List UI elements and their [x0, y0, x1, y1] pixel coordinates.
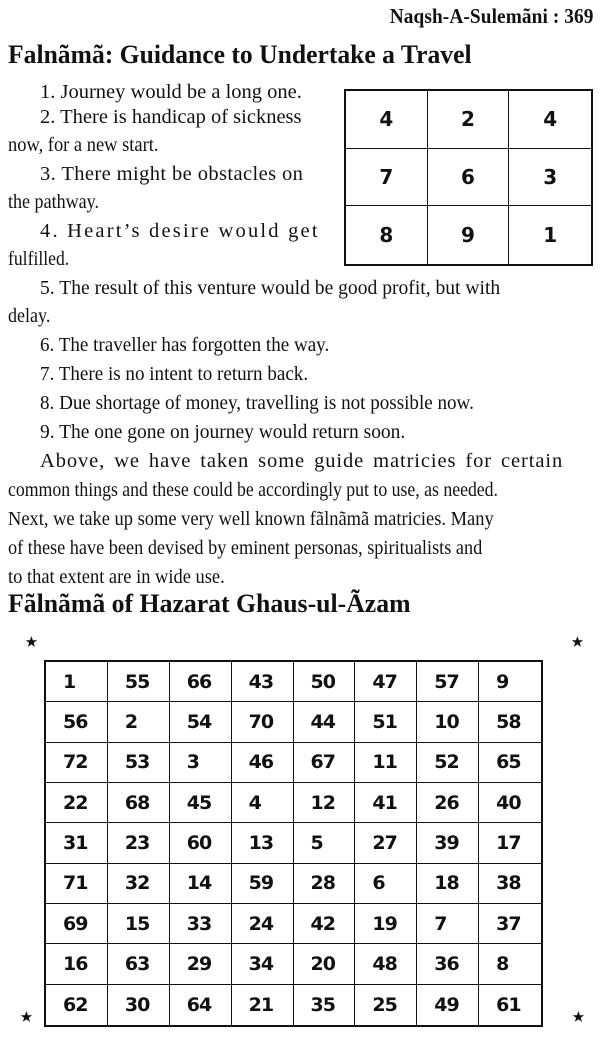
grid-cell: 5: [294, 823, 356, 863]
item-text: Due shortage of money, travelling is not possible now.: [59, 392, 474, 414]
item-number: 7.: [40, 363, 55, 385]
list-item-1: [40, 80, 302, 104]
grid-cell: 1: [543, 223, 558, 248]
grid-cell: 10: [417, 702, 479, 742]
item-number: 2.: [40, 106, 56, 128]
grid-cell: 23: [108, 823, 170, 863]
grid-cell: 50: [294, 662, 356, 702]
grid-cell: 49: [417, 985, 479, 1025]
grid-cell: 15: [108, 904, 170, 944]
grid-cell: 21: [232, 985, 294, 1025]
item-text: There might be obstacles on: [61, 163, 304, 185]
grid-cell: 62: [46, 985, 108, 1025]
grid-cell: 3: [509, 149, 591, 207]
grid-cell: 35: [294, 985, 356, 1025]
grid-cell: 67: [294, 743, 356, 783]
list-item-7: [40, 362, 308, 386]
grid-cell: 4: [346, 91, 428, 149]
grid-cell: 24: [232, 904, 294, 944]
list-item-4: [40, 219, 320, 243]
paragraph-line-2: common things and these could be accordingly put to use, as needed.: [8, 479, 498, 501]
item-text: The one gone on journey would return soon.: [59, 421, 406, 443]
grid-cell: 7: [417, 904, 479, 944]
grid-cell: 6: [355, 864, 417, 904]
grid-cell: 9: [479, 662, 541, 702]
item-number: 6.: [40, 334, 55, 356]
grid-cell: 66: [170, 662, 232, 702]
paragraph-line-5: to that extent are in wide use.: [8, 566, 225, 588]
grid-cell: 52: [417, 743, 479, 783]
grid-cell: 19: [355, 904, 417, 944]
item-text: Journey would be a long one.: [60, 81, 302, 103]
grid-cell: 25: [355, 985, 417, 1025]
item-number: 5.: [40, 277, 55, 299]
grid-cell: 61: [496, 993, 521, 1016]
grid-cell: 16: [46, 944, 108, 984]
grid-cell: 22: [46, 783, 108, 823]
grid-cell: 72: [46, 743, 108, 783]
item-text: The result of this venture would be good profit, but with: [59, 277, 501, 299]
list-item-5: [40, 276, 500, 300]
grid-cell: 6: [428, 149, 510, 207]
grid-cell: 4: [232, 783, 294, 823]
grid-cell: 56: [46, 702, 108, 742]
item-text: The traveller has forgotten the way.: [58, 334, 330, 356]
grid-cell: 55: [108, 662, 170, 702]
grid-cell: 2: [108, 702, 170, 742]
grid-cell: 20: [294, 944, 356, 984]
grid-cell: 46: [232, 743, 294, 783]
grid-cell: 11: [355, 743, 417, 783]
grid-cell: 3: [170, 743, 232, 783]
grid-cell: 58: [479, 702, 541, 742]
list-item-4-cont: fulfilled.: [8, 248, 70, 270]
grid-cell: 68: [108, 783, 170, 823]
grid-cell: 54: [170, 702, 232, 742]
grid-cell: 36: [417, 944, 479, 984]
grid-cell: 18: [417, 864, 479, 904]
grid-cell: 60: [170, 823, 232, 863]
grid-cell: 34: [232, 944, 294, 984]
grid-cell: 4: [509, 91, 591, 149]
grid-cell: 70: [232, 702, 294, 742]
grid-cell: 14: [170, 864, 232, 904]
grid-cell: 17: [479, 823, 541, 863]
grid-cell: 30: [108, 985, 170, 1025]
grid-cell: 63: [108, 944, 170, 984]
item-number: 3.: [40, 163, 57, 185]
grid-cell: 12: [294, 783, 356, 823]
paragraph-line-4: of these have been devised by eminent personas, spiritualists and: [8, 537, 483, 559]
grid-cell: 51: [355, 702, 417, 742]
grid-cell: 71: [46, 864, 108, 904]
grid-cell: 42: [294, 904, 356, 944]
grid-cell: 38: [479, 864, 541, 904]
grid-cell: 1: [46, 662, 108, 702]
list-item-9: [40, 420, 405, 444]
list-item-5-cont: delay.: [8, 305, 51, 327]
grid-cell: 69: [46, 904, 108, 944]
grid-cell: 57: [417, 662, 479, 702]
paragraph-line-1: Above, we have taken some guide matricies for certain: [40, 450, 564, 472]
grid-cell: 26: [417, 783, 479, 823]
grid-cell: 59: [232, 864, 294, 904]
grid-cell: 9: [428, 206, 510, 264]
grid-cell: 47: [355, 662, 417, 702]
grid-cell: 64: [170, 985, 232, 1025]
grid-cell: 2: [428, 91, 510, 149]
grid-cell: 8: [479, 944, 541, 984]
grid-cell: 45: [170, 783, 232, 823]
grid-cell: 41: [355, 783, 417, 823]
grid-cell: 44: [294, 702, 356, 742]
item-text: There is no intent to return back.: [58, 363, 309, 385]
grid-cell: 65: [479, 743, 541, 783]
grid-cell: 13: [232, 823, 294, 863]
item-number: 1.: [40, 81, 56, 103]
list-item-2-cont: now, for a new start.: [8, 134, 159, 156]
crescent-star-icon: [554, 628, 590, 664]
grid-cell: 53: [108, 743, 170, 783]
item-text: Heart’s desire would get: [67, 220, 320, 242]
grid-cell: 7: [346, 149, 428, 207]
grid-cell: 39: [417, 823, 479, 863]
grid-cell: 37: [479, 904, 541, 944]
grid-cell: 29: [170, 944, 232, 984]
grid-cell: 33: [170, 904, 232, 944]
list-item-2: [40, 105, 327, 129]
grid-cell: 28: [294, 864, 356, 904]
grid-cell: 32: [108, 864, 170, 904]
paragraph-line-3: Next, we take up some very well known fãlnãmã matricies. Many: [8, 508, 494, 530]
section-heading-travel: Falnãmã: Guidance to Undertake a Travel: [8, 40, 472, 69]
running-head: Naqsh-A-Sulemãni : 369: [390, 4, 594, 28]
list-item-3: [40, 162, 303, 186]
crescent-star-icon: [8, 628, 44, 664]
list-item-3-cont: the pathway.: [8, 191, 100, 213]
grid-cell: 31: [46, 823, 108, 863]
grid-cell: 8: [346, 206, 428, 264]
ghaus-ul-azam-grid: [44, 660, 543, 1027]
section-heading-ghaus-ul-azam: Fãlnãmã of Hazarat Ghaus-ul-Ãzam: [8, 589, 411, 618]
item-number: 8.: [40, 392, 55, 414]
list-item-6: [40, 333, 329, 357]
crescent-star-icon: [3, 1003, 39, 1039]
travel-guidance-grid: [344, 89, 593, 266]
item-number: 9.: [40, 421, 55, 443]
item-text: There is handicap of sickness: [60, 106, 302, 128]
grid-cell: 40: [479, 783, 541, 823]
item-number: 4.: [40, 220, 60, 242]
grid-cell: 27: [355, 823, 417, 863]
grid-cell: 48: [355, 944, 417, 984]
crescent-star-icon: [555, 1003, 591, 1039]
grid-cell: 43: [232, 662, 294, 702]
list-item-8: [40, 391, 474, 415]
